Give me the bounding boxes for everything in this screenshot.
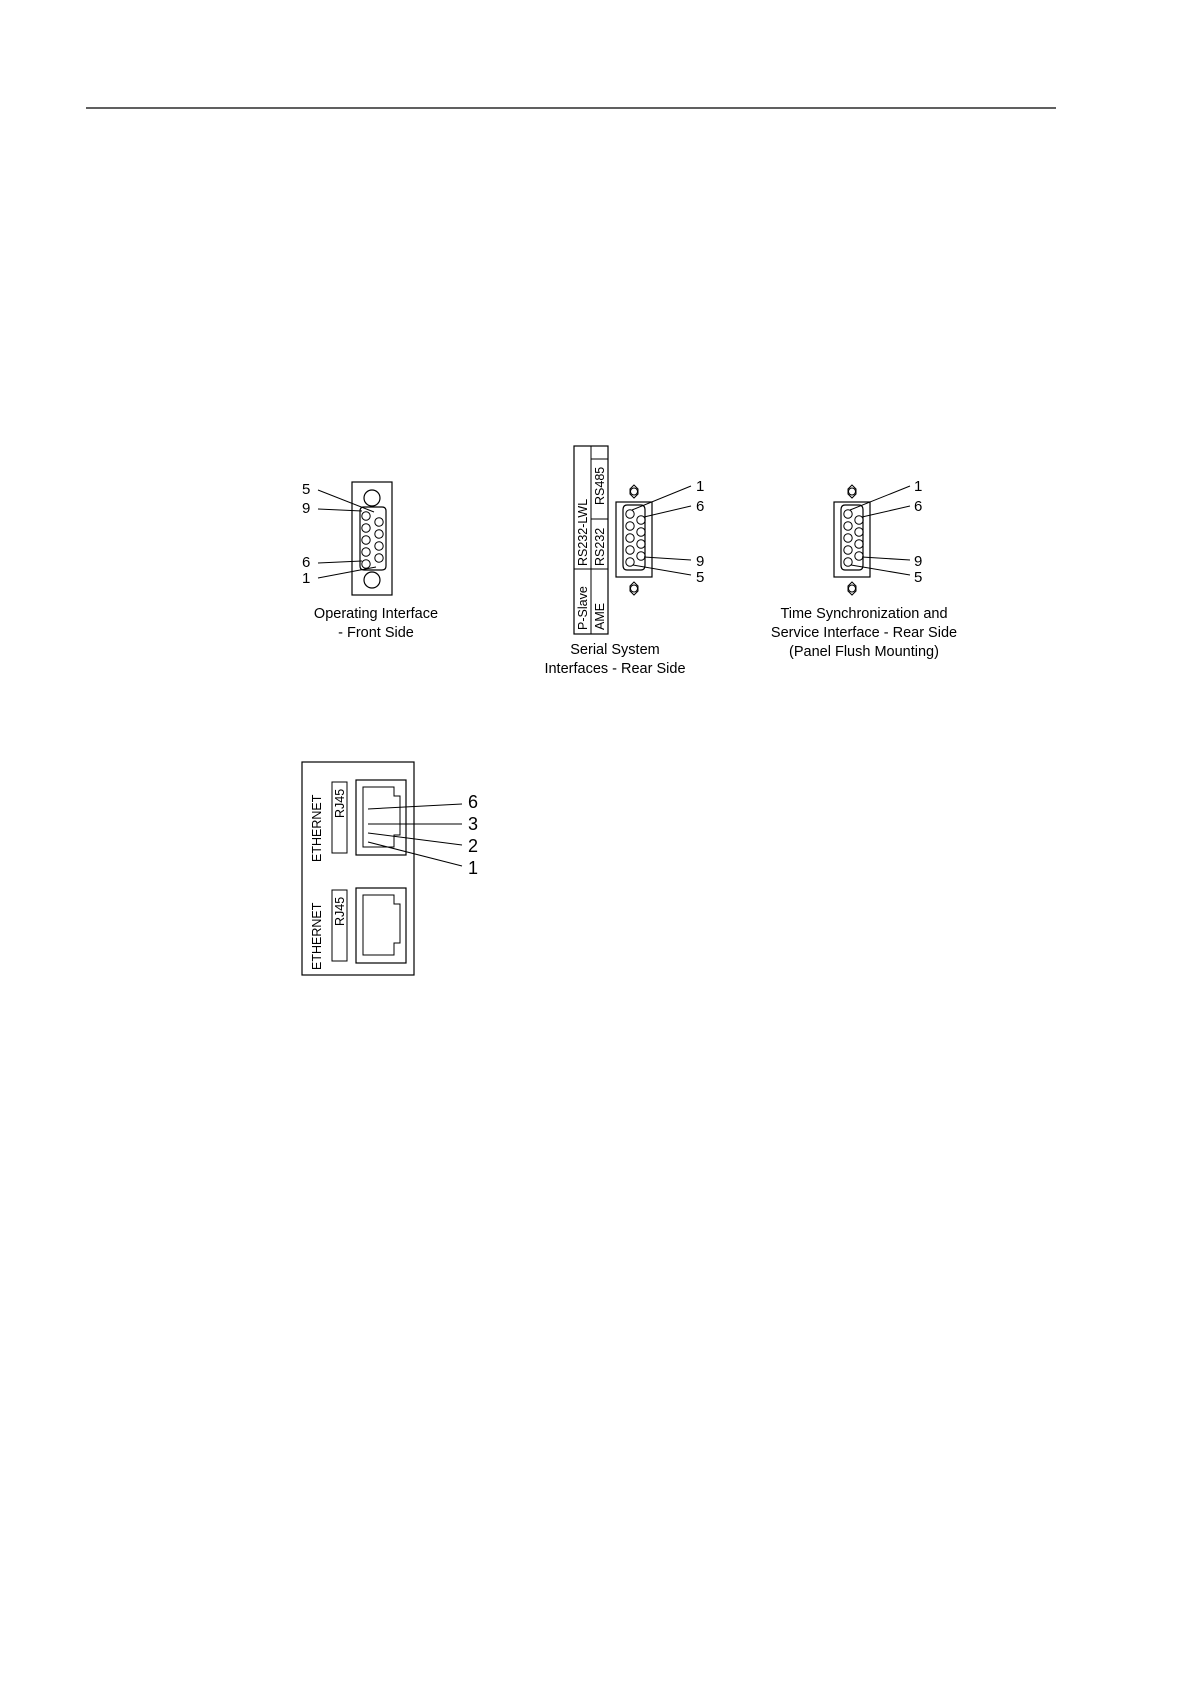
pin-leader [318, 567, 376, 578]
hex-nut-bore [631, 585, 638, 592]
mounting-hole-bottom [364, 572, 380, 588]
dsub-pin [626, 522, 634, 530]
caption-line-1: Serial System [570, 642, 660, 658]
pin-label-5: 5 [696, 569, 705, 586]
port-type-label: ETHERNET [310, 902, 324, 970]
pin-label-3: 3 [468, 814, 479, 834]
pin-leader [318, 509, 362, 511]
dsub-pin [637, 516, 645, 524]
dsub-pin [637, 528, 645, 536]
operating-interface-figure [302, 481, 438, 641]
dsub-pin [844, 534, 852, 542]
mounting-hole-top [364, 490, 380, 506]
pin-leader [368, 804, 462, 809]
pin-label-1: 1 [302, 570, 311, 587]
pin-label-5: 5 [302, 481, 311, 498]
dsub-pin [362, 536, 370, 544]
pin-leader [862, 557, 910, 560]
dsub-pin [375, 542, 383, 550]
time-sync-figure [771, 478, 957, 660]
rj45-jack-inner [363, 787, 400, 847]
pin-leader [850, 486, 910, 510]
pin-label-1: 1 [468, 858, 479, 878]
dsub-pin [637, 552, 645, 560]
dsub-pin [362, 524, 370, 532]
hex-nut-bore [631, 488, 638, 495]
pin-label-6: 6 [696, 498, 705, 515]
dsub-pin [626, 558, 634, 566]
jack-label: RJ45 [333, 896, 347, 926]
pin-label-1: 1 [914, 478, 923, 495]
hex-nut [630, 582, 638, 595]
hex-nut-bore [849, 585, 856, 592]
dsub-pin [855, 552, 863, 560]
dsub-pin [855, 528, 863, 536]
pin-label-9: 9 [696, 553, 705, 570]
pin-label-2: 2 [468, 836, 479, 856]
caption-line-2: Service Interface - Rear Side [770, 625, 958, 641]
strip-label-p-slave: P-Slave [576, 586, 590, 630]
hex-nut [848, 485, 856, 498]
dsub-pin [844, 558, 852, 566]
hex-nut-bore [849, 488, 856, 495]
pin-label-5: 5 [914, 569, 923, 586]
pin-leader [368, 842, 462, 866]
dsub-pin [855, 516, 863, 524]
strip-label-ame: AME [593, 602, 607, 630]
caption-line-2: Interfaces - Rear Side [544, 661, 686, 677]
dsub-pin [375, 518, 383, 526]
dsub-pin [375, 554, 383, 562]
jack-label: RJ45 [333, 788, 347, 818]
dsub-pin [626, 546, 634, 554]
dsub-pin [626, 534, 634, 542]
caption-line-1: Operating Interface [313, 606, 439, 622]
hex-nut [630, 485, 638, 498]
pin-leader [632, 486, 691, 510]
caption-line-3: (Panel Flush Mounting) [789, 644, 939, 660]
pin-label-1: 1 [696, 478, 705, 495]
pin-label-6: 6 [914, 498, 923, 515]
pin-leader [644, 557, 691, 560]
caption-line-2: - Front Side [338, 625, 414, 641]
pin-label-9: 9 [302, 500, 311, 517]
dsub-pin [844, 522, 852, 530]
dsub-pin [362, 512, 370, 520]
pin-label-6: 6 [302, 554, 311, 571]
strip-label-rs232: RS232 [593, 527, 607, 566]
ethernet-figure [302, 762, 478, 975]
dsub-pin [637, 540, 645, 548]
pin-leader [644, 506, 691, 517]
pin-leader [368, 833, 462, 845]
pin-label-6: 6 [468, 792, 479, 812]
pin-leader [318, 561, 362, 563]
strip-label-rs485: RS485 [593, 466, 607, 505]
dsub-pin [375, 530, 383, 538]
pin-label-9: 9 [914, 553, 923, 570]
dsub-pin [855, 540, 863, 548]
port-type-label: ETHERNET [310, 794, 324, 862]
dsub-pin [362, 548, 370, 556]
caption-line-1: Time Synchronization and [780, 606, 948, 622]
dsub-pin [844, 510, 852, 518]
hex-nut [848, 582, 856, 595]
pin-leader [862, 506, 910, 517]
rj45-jack-inner [363, 895, 400, 955]
dsub-pin [362, 560, 370, 568]
serial-system-figure [544, 446, 704, 677]
strip-label-rs232-lwl: RS232-LWL [576, 498, 590, 566]
dsub-pin [626, 510, 634, 518]
dsub-pin [844, 546, 852, 554]
